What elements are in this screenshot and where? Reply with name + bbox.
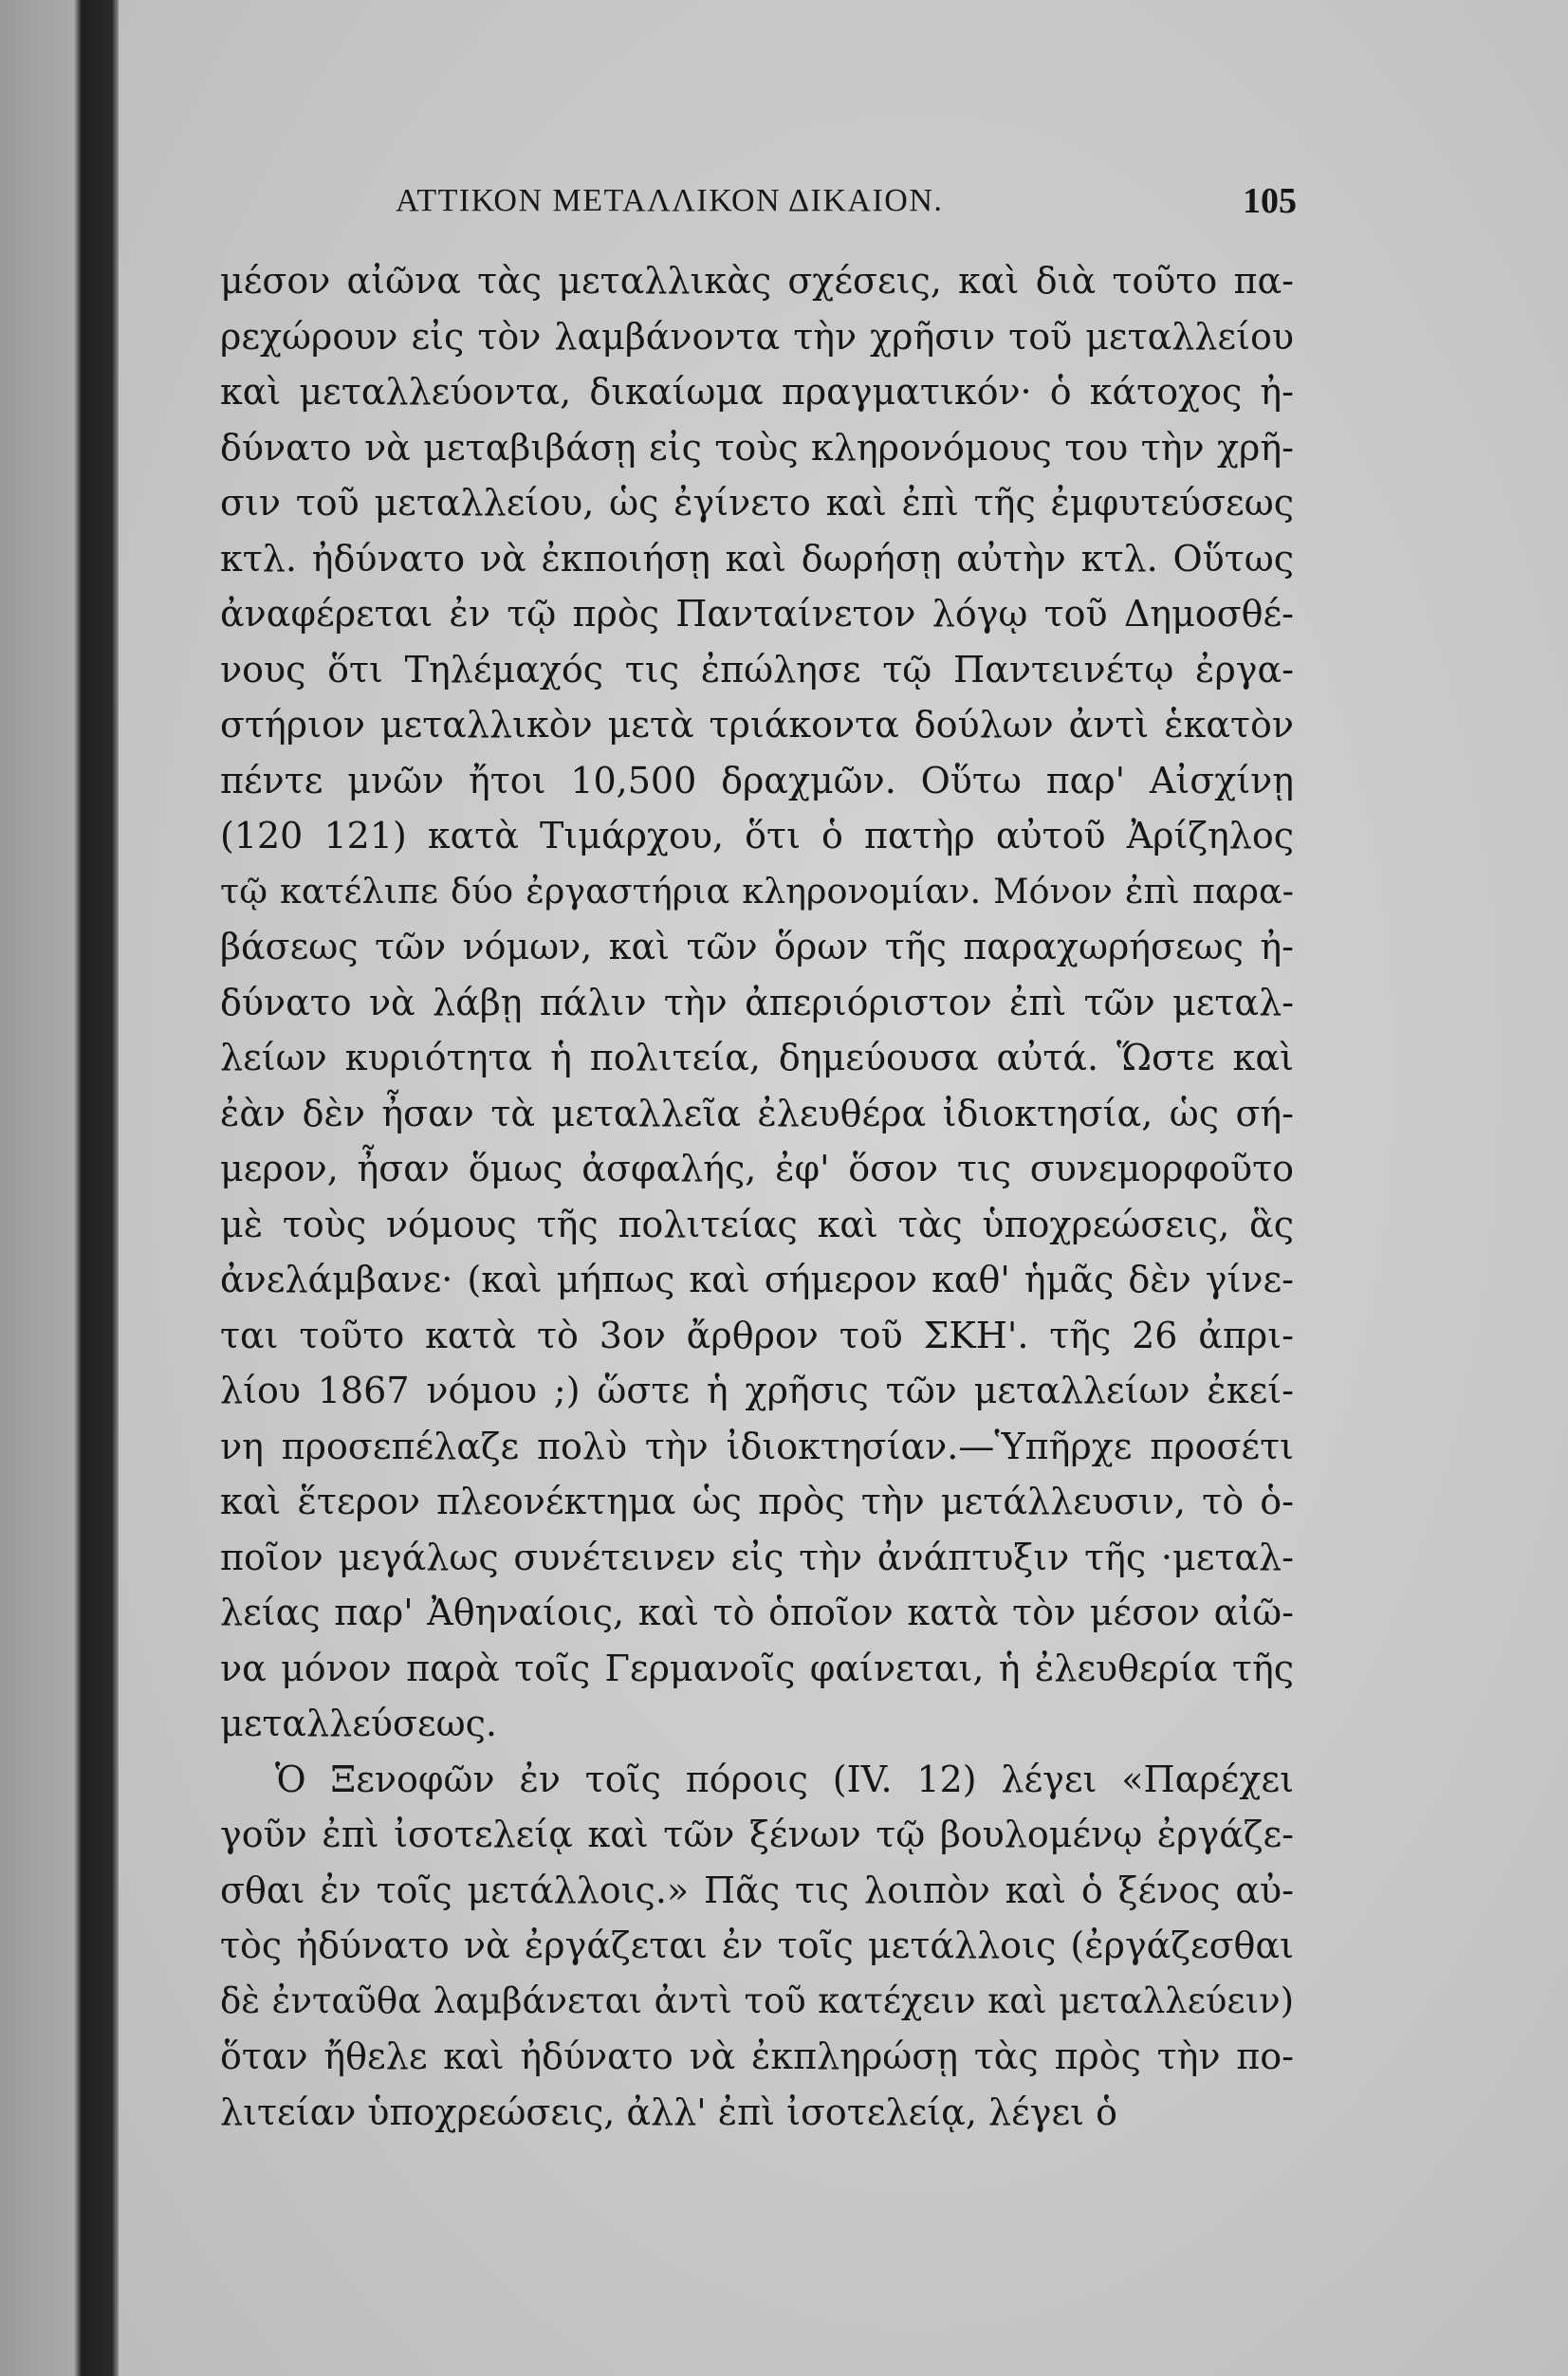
text-line: δύνατο νὰ μεταβιβάσῃ εἰς τοὺς κληρονόμους του τὴν χρῆ- [220, 426, 1294, 469]
text-line: σιν τοῦ μεταλλείου, ὡς ἐγίνετο καὶ ἐπὶ τῆς ἐμφυτεύσεως [220, 482, 1294, 524]
page-header [272, 176, 1297, 226]
text-line: ται τοῦτο κατὰ τὸ 3ον ἄρθρον τοῦ ΣΚΗ'. τῆς 26 ἀπρι- [220, 1314, 1294, 1356]
text-line: κτλ. ἠδύνατο νὰ ἐκποιήσῃ καὶ δωρήσῃ αὐτὴν κτλ. Οὕτως [220, 537, 1294, 580]
text-line: ποῖον μεγάλως συνέτεινεν εἰς τὴν ἀνάπτυξιν τῆς ·μεταλ- [220, 1536, 1294, 1578]
running-title: ΑΤΤΙΚΟΝ ΜΕΤΑΛΛΙΚΟΝ ΔΙΚΑΙΟΝ. [396, 183, 944, 218]
text-line: δύνατο νὰ λάβῃ πάλιν τὴν ἀπεριόριστον ἐπὶ τῶν μεταλ- [220, 981, 1294, 1023]
text-line: λίου 1867 νόμου ;) ὥστε ἡ χρῆσις τῶν μεταλλείων ἐκεί- [220, 1370, 1294, 1411]
text-line: δὲ ἐνταῦθα λαμβάνεται ἀντὶ τοῦ κατέχειν καὶ μεταλλεύειν) [220, 1980, 1294, 2021]
text-line: (120 121) κατὰ Τιμάρχου, ὅτι ὁ πατὴρ αὐτοῦ Ἀρίζηλος [220, 815, 1294, 856]
text-line: λείων κυριότητα ἡ πολιτεία, δημεύουσα αὐτά. Ὥστε καὶ [220, 1037, 1294, 1078]
text-line: σθαι ἐν τοῖς μετάλλοις.» Πᾶς τις λοιπὸν καὶ ὁ ξένος αὐ- [220, 1869, 1294, 1911]
text-line: μὲ τοὺς νόμους τῆς πολιτείας καὶ τὰς ὑποχρεώσεις, ἃς [220, 1203, 1294, 1245]
text-line: ἀνελάμβανε· (καὶ μήπως καὶ σήμερον καθ' ἡμᾶς δὲν γίνε- [220, 1259, 1294, 1300]
page-number: 105 [1243, 181, 1297, 221]
text-line: ἀναφέρεται ἐν τῷ πρὸς Πανταίνετον λόγῳ τοῦ Δημοσθέ- [220, 593, 1294, 635]
text-line: λείας παρ' Ἀθηναίοις, καὶ τὸ ὁποῖον κατὰ τὸν μέσον αἰῶ- [220, 1592, 1294, 1633]
text-line: μέσον αἰῶνα τὰς μεταλλικὰς σχέσεις, καὶ διὰ τοῦτο πα- [220, 260, 1294, 302]
binding-gutter [0, 0, 119, 2376]
text-line: καὶ μεταλλεύοντα, δικαίωμα πραγματικόν· ὁ κάτοχος ἠ- [220, 371, 1294, 413]
text-line: τὸς ἠδύνατο νὰ ἐργάζεται ἐν τοῖς μετάλλοις (ἐργάζεσθαι [220, 1925, 1294, 1966]
text-line: ρεχώρουν εἰς τὸν λαμβάνοντα τὴν χρῆσιν τοῦ μεταλλείου [220, 315, 1294, 358]
text-line: γοῦν ἐπὶ ἰσοτελείᾳ καὶ τῶν ξένων τῷ βουλομένῳ ἐργάζε- [220, 1814, 1294, 1855]
text-line: Ὁ Ξενοφῶν ἐν τοῖς πόροις (IV. 12) λέγει «Παρέχει [275, 1758, 1294, 1800]
text-line: πέντε μνῶν ἤτοι 10,500 δραχμῶν. Οὕτω παρ' Αἰσχίνῃ [220, 759, 1294, 801]
text-line: μερον, ἦσαν ὅμως ἀσφαλής, ἐφ' ὅσον τις συνεμορφοῦτο [220, 1148, 1294, 1189]
text-line: νους ὅτι Τηλέμαχός τις ἐπώλησε τῷ Παντεινέτῳ ἐργα- [220, 648, 1294, 691]
text-line: στήριον μεταλλικὸν μετὰ τριάκοντα δούλων ἀντὶ ἑκατὸν [220, 704, 1294, 746]
text-line: ὅταν ἤθελε καὶ ἠδύνατο νὰ ἐκπληρώσῃ τὰς πρὸς τὴν πο- [220, 2035, 1294, 2077]
body-text [220, 253, 1294, 2140]
text-line: ἐὰν δὲν ἦσαν τὰ μεταλλεῖα ἐλευθέρα ἰδιοκτησία, ὡς σή- [220, 1092, 1294, 1134]
text-line: να μόνον παρὰ τοῖς Γερμανοῖς φαίνεται, ἡ ἐλευθερία τῆς [220, 1647, 1294, 1689]
text-line: λιτείαν ὑποχρεώσεις, ἀλλ' ἐπὶ ἰσοτελείᾳ, λέγει ὁ [220, 2091, 1118, 2133]
text-line: καὶ ἕτερον πλεονέκτημα ὡς πρὸς τὴν μετάλλευσιν, τὸ ὁ- [220, 1481, 1294, 1522]
text-line: τῷ κατέλιπε δύο ἐργαστήρια κληρονομίαν. Μόνον ἐπὶ παρα- [220, 870, 1294, 912]
text-line: βάσεως τῶν νόμων, καὶ τῶν ὅρων τῆς παραχωρήσεως ἠ- [220, 926, 1294, 967]
text-line: νη προσεπέλαζε πολὺ τὴν ἰδιοκτησίαν.—Ὑπῆρχε προσέτι [220, 1425, 1294, 1467]
text-line: μεταλλεύσεως. [220, 1703, 497, 1744]
